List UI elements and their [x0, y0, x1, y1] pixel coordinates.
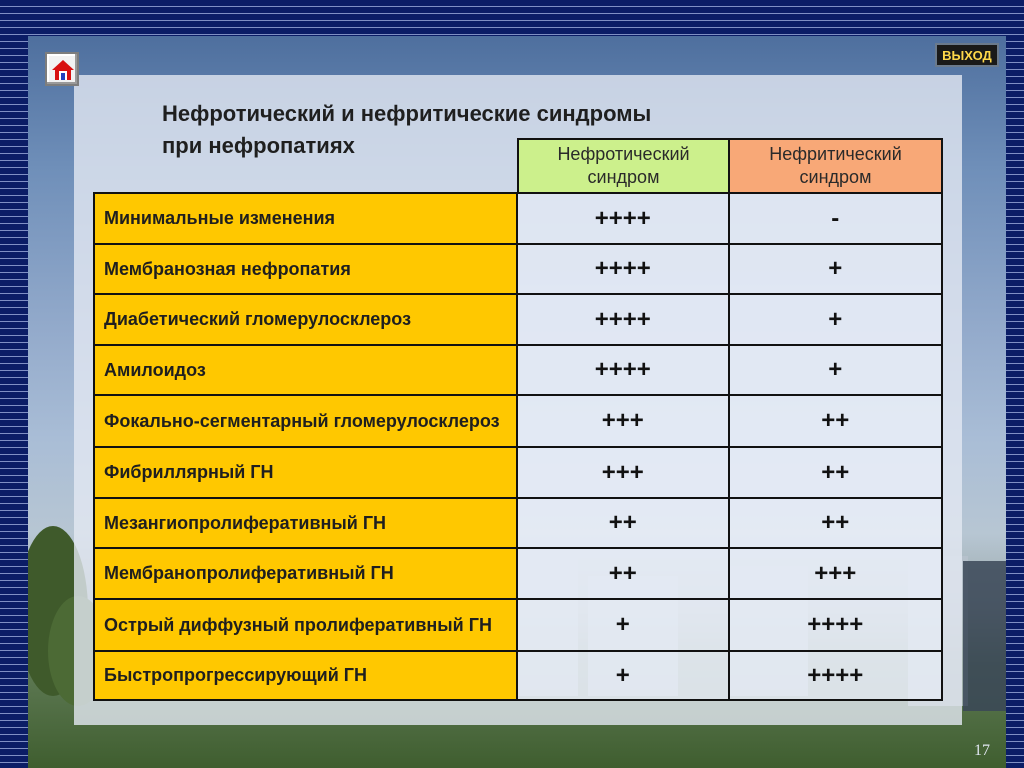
nephrotic-value: + [518, 652, 730, 699]
table-row [95, 245, 941, 295]
nephrotic-value: ++++ [518, 346, 730, 394]
nephritic-value: ++ [730, 396, 942, 446]
row-name: Мембранозная нефропатия [95, 245, 518, 293]
nephrotic-value: ++ [518, 499, 730, 547]
exit-button[interactable]: ВЫХОД [935, 43, 999, 67]
row-name: Фибриллярный ГН [95, 448, 518, 497]
table-row [95, 295, 941, 346]
table-row [95, 499, 941, 549]
nephritic-value: ++++ [730, 652, 942, 699]
slide-title-line2: при нефропатиях [162, 133, 355, 158]
row-name: Минимальные изменения [95, 194, 518, 243]
table-row [95, 448, 941, 499]
row-name: Амилоидоз [95, 346, 518, 394]
row-name: Острый диффузный пролиферативный ГН [95, 600, 518, 650]
nephritic-value: + [730, 295, 942, 344]
nephrotic-value: ++++ [518, 295, 730, 344]
nephrotic-value: + [518, 600, 730, 650]
building-shape [963, 561, 1006, 711]
header-nephritic-line2: синдром [799, 167, 872, 187]
nephrotic-value: +++ [518, 448, 730, 497]
home-icon [51, 58, 75, 82]
home-button[interactable] [45, 52, 79, 86]
header-nephrotic-line2: синдром [587, 167, 660, 187]
table-row [95, 549, 941, 600]
header-nephrotic-line1: Нефротический [557, 144, 690, 164]
header-nephritic-line1: Нефритический [769, 144, 902, 164]
syndrome-table [93, 138, 943, 701]
table-row [95, 396, 941, 448]
header-nephrotic [517, 138, 730, 192]
table-row [95, 652, 941, 699]
nephritic-value: + [730, 346, 942, 394]
nephritic-value: - [730, 194, 942, 243]
row-name: Фокально-сегментарный гломерулосклероз [95, 396, 518, 446]
nephritic-value: ++++ [730, 600, 942, 650]
row-name: Мембранопролиферативный ГН [95, 549, 518, 598]
nephrotic-value: ++ [518, 549, 730, 598]
table-body [93, 192, 943, 701]
header-nephritic [730, 138, 943, 192]
nephritic-value: +++ [730, 549, 942, 598]
row-name: Диабетический гломерулосклероз [95, 295, 518, 344]
row-name: Быстропрогрессирующий ГН [95, 652, 518, 699]
table-row [95, 346, 941, 396]
nephrotic-value: ++++ [518, 245, 730, 293]
nephritic-value: ++ [730, 448, 942, 497]
slide-title-line1: Нефротический и нефритические синдромы [162, 101, 652, 126]
nephrotic-value: ++++ [518, 194, 730, 243]
table-row [95, 600, 941, 652]
nephritic-value: ++ [730, 499, 942, 547]
row-name: Мезангиопролиферативный ГН [95, 499, 518, 547]
table-row [95, 194, 941, 245]
nephritic-value: + [730, 245, 942, 293]
nephrotic-value: +++ [518, 396, 730, 446]
page-number: 17 [974, 742, 990, 759]
